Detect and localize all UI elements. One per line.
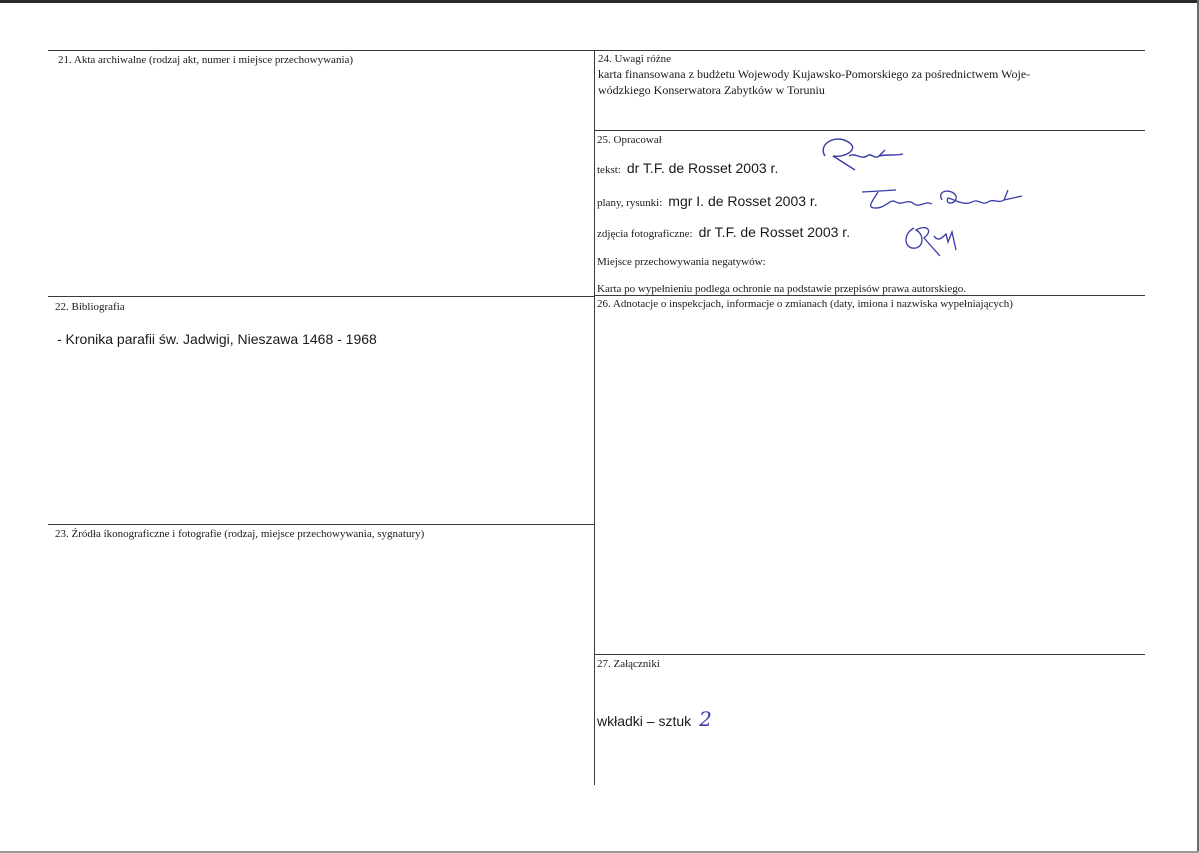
photos-author-label: zdjęcia fotograficzne: [597,228,693,240]
plans-author-label: plany, rysunki: [597,197,663,209]
signature-text-author [815,134,905,176]
rule-top [48,50,1145,51]
text-author-value: dr T.F. de Rosset 2003 r. [626,160,779,176]
signature-plans-author [856,184,1026,216]
section-27-label: 27. Załączniki [597,658,660,670]
rule-24-25 [594,130,1145,131]
scan-top-edge [0,0,1199,3]
author-photos-row [597,224,850,242]
author-plans-row [597,193,818,211]
bibliography-entry: - Kronika parafii św. Jadwigi, Nieszawa 1468 - 1968 [57,331,377,347]
attachments-inserts-text: wkładki – sztuk [597,713,692,729]
author-text-row [597,160,778,178]
section-26-label: 26. Adnotacje o inspekcjach, informacje o zmianach (daty, imiona i nazwiska wypełniających) [597,298,1013,310]
rule-26-27 [594,654,1145,655]
plans-author-value: mgr I. de Rosset 2003 r. [668,193,818,209]
attachments-row [597,707,712,731]
copyright-note: Karta po wypełnieniu podlega ochronie na podstawie przepisów prawa autorskiego. [597,283,966,295]
remarks-line-2: wódzkiego Konserwatora Zabytków w Toruniu [598,83,825,97]
remarks-line-1: karta finansowana z budżetu Wojewody Kujawsko-Pomorskiego za pośrednictwem Woje- [598,67,1031,81]
attachments-inserts-count: 2 [699,707,712,731]
rule-22-23 [48,524,594,525]
signature-photos-author [900,216,964,260]
section-23-label: 23. Źródła ikonograficzne i fotografie (rodzaj, miejsce przechowywania, sygnatury) [55,528,425,540]
photos-author-value: dr T.F. de Rosset 2003 r. [698,224,851,240]
section-24-label: 24. Uwagi różne [598,53,672,65]
rule-21-22 [48,296,594,297]
text-author-label: tekst: [597,164,621,176]
rule-center-divider [594,50,595,785]
section-21-label: 21. Akta archiwalne (rodzaj akt, numer i miejsce przechowywania) [58,54,354,66]
negatives-location-label: Miejsce przechowywania negatywów: [597,256,766,268]
section-25-label: 25. Opracował [597,134,662,146]
section-22-label: 22. Bibliografia [55,301,125,313]
